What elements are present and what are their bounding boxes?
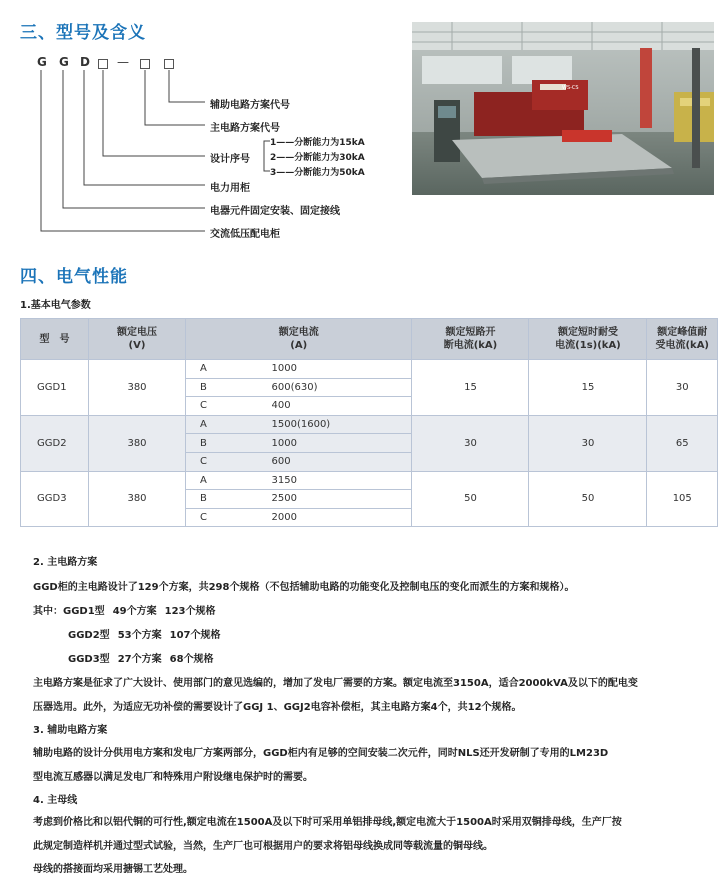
table-header-row bbox=[21, 319, 718, 360]
table-row bbox=[21, 360, 718, 379]
cell-peak: 30 bbox=[647, 360, 718, 416]
busbar-line1: 考虑到价格比和以铝代铜的可行性,额定电流在1500A及以下时可采用单铝排母线,额定电流大于1500A时采用双铜排母线，生产厂按 bbox=[33, 817, 622, 828]
cell-breaking: 50 bbox=[412, 471, 529, 527]
th-short-time bbox=[529, 319, 647, 360]
item-schemes: 49个方案 bbox=[112, 606, 157, 617]
section-title-electrical: 四、电气性能 bbox=[20, 267, 128, 287]
main-circuit-item-1 bbox=[33, 602, 215, 617]
cell-short-time: 50 bbox=[529, 471, 647, 527]
item-specs: 68个规格 bbox=[169, 654, 214, 665]
cell-current: 1500(1600) bbox=[234, 415, 412, 434]
item-schemes: 53个方案 bbox=[117, 630, 162, 641]
th-voltage-text: 额定电压 (V) bbox=[117, 327, 157, 351]
aux-circuit-line1: 辅助电路的设计分供用电方案和发电厂方案两部分，GGD柜内有足够的空间安装二次元件，同时NLS还开发研制了专用的LM23D bbox=[33, 748, 609, 759]
code-char-g2: G bbox=[59, 55, 69, 69]
cell-grade: B bbox=[186, 378, 234, 397]
main-circuit-heading: 2. 主电路方案 bbox=[33, 557, 98, 568]
main-circuit-p3-line2: 压器选用。此外，为适应无功补偿的需要设计了GGJ 1、GGJ2电容补偿柜，其主电路方案4个，共12个规格。 bbox=[33, 702, 522, 713]
busbar-heading: 4. 主母线 bbox=[33, 795, 78, 806]
section-title-model: 三、型号及含义 bbox=[20, 23, 146, 43]
item-specs: 123个规格 bbox=[164, 606, 216, 617]
main-circuit-item-3 bbox=[68, 650, 214, 665]
cell-peak: 105 bbox=[647, 471, 718, 527]
busbar-line3: 母线的搭接面均采用搪锡工艺处理。 bbox=[33, 864, 193, 875]
code-char-g1: G bbox=[37, 55, 47, 69]
cell-peak: 65 bbox=[647, 415, 718, 471]
cell-grade: C bbox=[186, 508, 234, 527]
cell-model: GGD3 bbox=[21, 471, 89, 527]
cell-current: 2000 bbox=[234, 508, 412, 527]
item-schemes: 27个方案 bbox=[117, 654, 162, 665]
cell-short-time: 15 bbox=[529, 360, 647, 416]
prefix: 其中： bbox=[33, 606, 63, 617]
th-peak bbox=[647, 319, 718, 360]
aux-circuit-heading: 3. 辅助电路方案 bbox=[33, 725, 108, 736]
label-aux-scheme: 辅助电路方案代号 bbox=[210, 100, 290, 111]
cell-current: 600 bbox=[234, 452, 412, 471]
cell-current: 2500 bbox=[234, 490, 412, 509]
code-connector-lines bbox=[0, 0, 410, 245]
label-fixed-install: 电器元件固定安装、固定接线 bbox=[210, 206, 340, 217]
cell-current: 1000 bbox=[234, 434, 412, 453]
cell-model: GGD2 bbox=[21, 415, 89, 471]
label-power-cabinet: 电力用柜 bbox=[210, 183, 250, 194]
cell-grade: A bbox=[186, 360, 234, 379]
cell-current: 1000 bbox=[234, 360, 412, 379]
label-main-scheme: 主电路方案代号 bbox=[210, 123, 280, 134]
th-model: 型 号 bbox=[21, 319, 89, 360]
item-type: GGD2型 bbox=[68, 630, 110, 641]
table-row bbox=[21, 471, 718, 490]
cell-grade: B bbox=[186, 434, 234, 453]
item-type: GGD3型 bbox=[68, 654, 110, 665]
th-peak-text: 额定峰值耐 受电流(kA) bbox=[655, 327, 709, 351]
th-voltage bbox=[89, 319, 186, 360]
factory-photo bbox=[412, 22, 714, 195]
cell-grade: A bbox=[186, 471, 234, 490]
cell-grade: B bbox=[186, 490, 234, 509]
cell-current: 600(630) bbox=[234, 378, 412, 397]
th-short-time-text: 额定短时耐受 电流(1s)(kA) bbox=[555, 327, 621, 351]
machine-label: WS-CS bbox=[562, 85, 579, 91]
cell-voltage: 380 bbox=[89, 471, 186, 527]
busbar-line2: 此规定制造样机并通过型式试验，当然，生产厂也可根据用户的要求将铝母线换成同等载流量的铜母线。 bbox=[33, 841, 493, 852]
main-circuit-p1: GGD柜的主电路设计了129个方案，共298个规格（不包括辅助电路的功能变化及控制电压的变化而派生的方案和规格）。 bbox=[33, 582, 575, 593]
design-option-1: 1——分断能力为15kA bbox=[270, 138, 365, 148]
cell-breaking: 30 bbox=[412, 415, 529, 471]
cell-grade: C bbox=[186, 397, 234, 416]
th-breaking bbox=[412, 319, 529, 360]
design-option-2: 2——分断能力为30kA bbox=[270, 153, 365, 163]
cell-current: 400 bbox=[234, 397, 412, 416]
th-breaking-text: 额定短路开 断电流(kA) bbox=[443, 327, 498, 351]
design-option-3: 3——分断能力为50kA bbox=[270, 168, 365, 178]
code-dash: — bbox=[117, 55, 129, 69]
main-circuit-p3-line1: 主电路方案是征求了广大设计、使用部门的意见选编的，增加了发电厂需要的方案。额定电流至3150A，适合2000kVA及以下的配电变 bbox=[33, 678, 638, 689]
code-char-d: D bbox=[80, 55, 90, 69]
cell-model: GGD1 bbox=[21, 360, 89, 416]
basic-params-table bbox=[20, 318, 718, 527]
main-circuit-item-2 bbox=[68, 626, 220, 641]
th-current bbox=[186, 319, 412, 360]
basic-params-heading: 1.基本电气参数 bbox=[20, 300, 91, 311]
th-current-text: 额定电流 (A) bbox=[278, 327, 319, 351]
cell-voltage: 380 bbox=[89, 415, 186, 471]
aux-circuit-line2: 型电流互感器以满足发电厂和特殊用户附设继电保护时的需要。 bbox=[33, 772, 313, 783]
label-ac-lv: 交流低压配电柜 bbox=[210, 229, 280, 240]
cell-grade: A bbox=[186, 415, 234, 434]
cell-current: 3150 bbox=[234, 471, 412, 490]
item-type: GGD1型 bbox=[63, 606, 105, 617]
item-specs: 107个规格 bbox=[169, 630, 221, 641]
cell-short-time: 30 bbox=[529, 415, 647, 471]
label-design-no: 设计序号 bbox=[210, 154, 250, 165]
table-row bbox=[21, 415, 718, 434]
cell-breaking: 15 bbox=[412, 360, 529, 416]
cell-grade: C bbox=[186, 452, 234, 471]
cell-voltage: 380 bbox=[89, 360, 186, 416]
